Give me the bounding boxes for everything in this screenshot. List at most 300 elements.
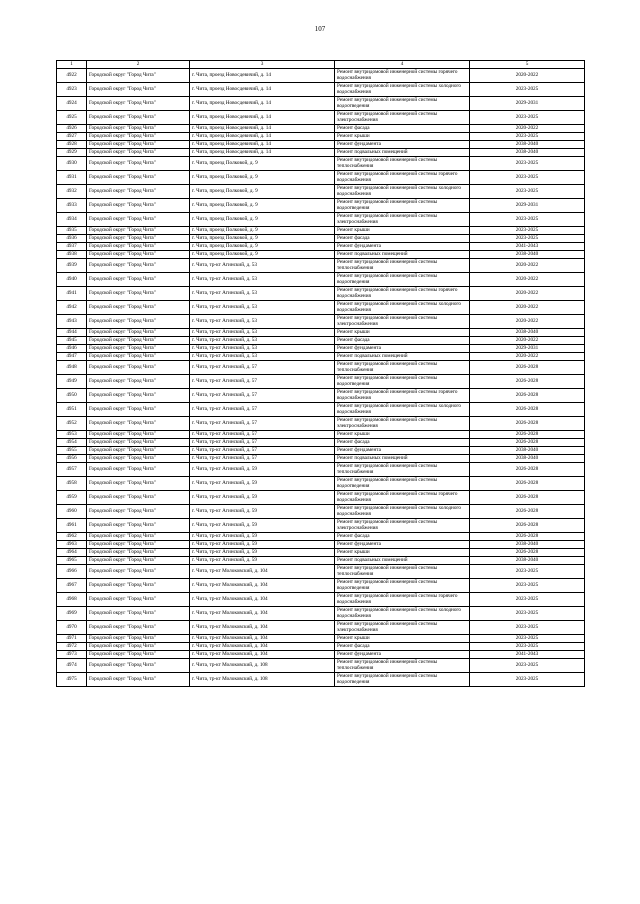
row-number-cell: 4954 (57, 439, 87, 447)
work-type-cell: Ремонт внутридомовой инженерной системы водоотведения (335, 199, 470, 213)
period-cell: 2020-2022 (470, 315, 585, 329)
address-cell: г. Чита, тр-кт Агинский, д. 53 (190, 301, 335, 315)
row-number-cell: 4962 (57, 533, 87, 541)
address-cell: г. Чита, проезд Новосдевичий, д. 14 (190, 133, 335, 141)
work-type-cell: Ремонт внутридомовой инженерной системы водоотведения (335, 375, 470, 389)
period-cell: 2020-2022 (470, 273, 585, 287)
municipality-cell: Городской округ "Город Чита" (87, 635, 190, 643)
address-cell: г. Чита, проезд Полковой, д. 9 (190, 227, 335, 235)
address-cell: г. Чита, тр-кт Агинский, д. 59 (190, 519, 335, 533)
period-cell: 2020-2022 (470, 259, 585, 273)
row-number-cell: 4951 (57, 403, 87, 417)
address-cell: г. Чита, тр-кт Агинский, д. 57 (190, 431, 335, 439)
address-cell: г. Чита, проезд Новосдевичий, д. 14 (190, 69, 335, 83)
municipality-cell: Городской округ "Город Чита" (87, 533, 190, 541)
address-cell: г. Чита, тр-кт Агинский, д. 59 (190, 491, 335, 505)
row-number-cell: 4974 (57, 659, 87, 673)
municipality-cell: Городской округ "Город Чита" (87, 83, 190, 97)
row-number-cell: 4966 (57, 565, 87, 579)
row-number-cell: 4950 (57, 389, 87, 403)
row-number-cell: 4946 (57, 345, 87, 353)
period-cell: 2023-2025 (470, 579, 585, 593)
work-type-cell: Ремонт внутридомовой инженерной системы электроснабжения (335, 111, 470, 125)
work-type-cell: Ремонт внутридомовой инженерной системы горячего водоснабжения (335, 593, 470, 607)
period-cell: 2026-2028 (470, 439, 585, 447)
municipality-cell: Городской округ "Город Чита" (87, 439, 190, 447)
work-type-cell: Ремонт внутридомовой инженерной системы электроснабжения (335, 213, 470, 227)
row-number-cell: 4942 (57, 301, 87, 315)
municipality-cell: Городской округ "Город Чита" (87, 519, 190, 533)
municipality-cell: Городской округ "Город Чита" (87, 353, 190, 361)
municipality-cell: Городской округ "Город Чита" (87, 579, 190, 593)
municipality-cell: Городской округ "Город Чита" (87, 659, 190, 673)
row-number-cell: 4957 (57, 463, 87, 477)
period-cell: 2026-2028 (470, 519, 585, 533)
row-number-cell: 4953 (57, 431, 87, 439)
work-type-cell: Ремонт внутридомовой инженерной системы теплоснабжения (335, 259, 470, 273)
municipality-cell: Городской округ "Город Чита" (87, 375, 190, 389)
address-cell: г. Чита, проезд Полковой, д. 9 (190, 213, 335, 227)
row-number-cell: 4922 (57, 69, 87, 83)
work-type-cell: Ремонт внутридомовой инженерной системы водоотведения (335, 273, 470, 287)
address-cell: г. Чита, тр-кт Агинский, д. 53 (190, 259, 335, 273)
period-cell: 2020-2022 (470, 287, 585, 301)
row-number-cell: 4971 (57, 635, 87, 643)
table-row (57, 301, 585, 315)
work-type-cell: Ремонт внутридомовой инженерной системы холодного водоснабжения (335, 83, 470, 97)
address-cell: г. Чита, тр-кт Молоковский, д. 104 (190, 643, 335, 651)
table-row (57, 455, 585, 463)
row-number-cell: 4928 (57, 141, 87, 149)
table-row (57, 83, 585, 97)
municipality-cell: Городской округ "Город Чита" (87, 621, 190, 635)
work-type-cell: Ремонт внутридомовой инженерной системы горячего водоснабжения (335, 287, 470, 301)
address-cell: г. Чита, тр-кт Агинский, д. 59 (190, 557, 335, 565)
period-cell: 2029-2031 (470, 345, 585, 353)
work-type-cell: Ремонт внутридомовой инженерной системы горячего водоснабжения (335, 171, 470, 185)
table-row (57, 607, 585, 621)
work-type-cell: Ремонт подвальных помещений (335, 455, 470, 463)
table-row (57, 491, 585, 505)
work-type-cell: Ремонт внутридомовой инженерной системы теплоснабжения (335, 361, 470, 375)
work-type-cell: Ремонт внутридомовой инженерной системы теплоснабжения (335, 659, 470, 673)
table-row (57, 659, 585, 673)
address-cell: г. Чита, тр-кт Агинский, д. 53 (190, 353, 335, 361)
row-number-cell: 4967 (57, 579, 87, 593)
municipality-cell: Городской округ "Город Чита" (87, 157, 190, 171)
row-number-cell: 4959 (57, 491, 87, 505)
period-cell: 2023-2025 (470, 235, 585, 243)
municipality-cell: Городской округ "Город Чита" (87, 185, 190, 199)
period-cell: 2026-2028 (470, 375, 585, 389)
municipality-cell: Городской округ "Город Чита" (87, 541, 190, 549)
period-cell: 2026-2028 (470, 549, 585, 557)
period-cell: 2023-2025 (470, 227, 585, 235)
period-cell: 2041-2043 (470, 651, 585, 659)
row-number-cell: 4929 (57, 149, 87, 157)
table-row (57, 635, 585, 643)
column-header-municipality: 2 (87, 61, 190, 69)
work-type-cell: Ремонт подвальных помещений (335, 557, 470, 565)
period-cell: 2020-2022 (470, 125, 585, 133)
work-type-cell: Ремонт подвальных помещений (335, 353, 470, 361)
table-row (57, 133, 585, 141)
period-cell: 2023-2025 (470, 157, 585, 171)
municipality-cell: Городской округ "Город Чита" (87, 149, 190, 157)
row-number-cell: 4938 (57, 251, 87, 259)
table-row (57, 315, 585, 329)
period-cell: 2038-2040 (470, 541, 585, 549)
work-type-cell: Ремонт подвальных помещений (335, 149, 470, 157)
row-number-cell: 4963 (57, 541, 87, 549)
municipality-cell: Городской округ "Город Чита" (87, 593, 190, 607)
address-cell: г. Чита, тр-кт Агинский, д. 53 (190, 329, 335, 337)
address-cell: г. Чита, проезд Новосдевичий, д. 14 (190, 83, 335, 97)
work-type-cell: Ремонт фасада (335, 125, 470, 133)
period-cell: 2026-2028 (470, 431, 585, 439)
municipality-cell: Городской округ "Город Чита" (87, 673, 190, 687)
address-cell: г. Чита, тр-кт Агинский, д. 59 (190, 505, 335, 519)
municipality-cell: Городской округ "Город Чита" (87, 273, 190, 287)
period-cell: 2023-2025 (470, 171, 585, 185)
table-row (57, 593, 585, 607)
work-type-cell: Ремонт фундамента (335, 345, 470, 353)
row-number-cell: 4934 (57, 213, 87, 227)
period-cell: 2029-2031 (470, 199, 585, 213)
work-type-cell: Ремонт внутридомовой инженерной системы электроснабжения (335, 315, 470, 329)
address-cell: г. Чита, проезд Новосдевичий, д. 14 (190, 125, 335, 133)
row-number-cell: 4968 (57, 593, 87, 607)
work-type-cell: Ремонт внутридомовой инженерной системы холодного водоснабжения (335, 301, 470, 315)
table-row (57, 259, 585, 273)
table-row (57, 243, 585, 251)
table-row (57, 111, 585, 125)
municipality-cell: Городской округ "Город Чита" (87, 505, 190, 519)
period-cell: 2023-2025 (470, 565, 585, 579)
municipality-cell: Городской округ "Город Чита" (87, 337, 190, 345)
municipality-cell: Городской округ "Город Чита" (87, 643, 190, 651)
municipality-cell: Городской округ "Город Чита" (87, 417, 190, 431)
period-cell: 2038-2040 (470, 141, 585, 149)
municipality-cell: Городской округ "Город Чита" (87, 133, 190, 141)
period-cell: 2023-2025 (470, 659, 585, 673)
municipality-cell: Городской округ "Город Чита" (87, 651, 190, 659)
address-cell: г. Чита, проезд Новосдевичий, д. 14 (190, 141, 335, 149)
table-row (57, 439, 585, 447)
table-row (57, 557, 585, 565)
row-number-cell: 4975 (57, 673, 87, 687)
municipality-cell: Городской округ "Город Чита" (87, 69, 190, 83)
municipality-cell: Городской округ "Город Чита" (87, 549, 190, 557)
address-cell: г. Чита, проезд Полковой, д. 9 (190, 185, 335, 199)
address-cell: г. Чита, тр-кт Молоковский, д. 104 (190, 651, 335, 659)
row-number-cell: 4964 (57, 549, 87, 557)
work-type-cell: Ремонт внутридомовой инженерной системы теплоснабжения (335, 157, 470, 171)
work-type-cell: Ремонт фасада (335, 235, 470, 243)
work-type-cell: Ремонт внутридомовой инженерной системы электроснабжения (335, 417, 470, 431)
row-number-cell: 4940 (57, 273, 87, 287)
table-row (57, 157, 585, 171)
period-cell: 2023-2025 (470, 185, 585, 199)
address-cell: г. Чита, тр-кт Молоковский, д. 104 (190, 565, 335, 579)
period-cell: 2026-2028 (470, 477, 585, 491)
table-row (57, 353, 585, 361)
work-type-cell: Ремонт фундамента (335, 447, 470, 455)
row-number-cell: 4936 (57, 235, 87, 243)
period-cell: 2020-2022 (470, 353, 585, 361)
table-row (57, 69, 585, 83)
address-cell: г. Чита, тр-кт Агинский, д. 59 (190, 541, 335, 549)
table-row (57, 431, 585, 439)
table-row (57, 403, 585, 417)
municipality-cell: Городской округ "Город Чита" (87, 171, 190, 185)
period-cell: 2020-2022 (470, 337, 585, 345)
municipality-cell: Городской округ "Город Чита" (87, 301, 190, 315)
municipality-cell: Городской округ "Город Чита" (87, 361, 190, 375)
row-number-cell: 4925 (57, 111, 87, 125)
address-cell: г. Чита, тр-кт Молоковский, д. 108 (190, 659, 335, 673)
work-type-cell: Ремонт внутридомовой инженерной системы теплоснабжения (335, 565, 470, 579)
work-type-cell: Ремонт внутридомовой инженерной системы электроснабжения (335, 519, 470, 533)
row-number-cell: 4931 (57, 171, 87, 185)
municipality-cell: Городской округ "Город Чита" (87, 97, 190, 111)
period-cell: 2020-2022 (470, 69, 585, 83)
row-number-cell: 4927 (57, 133, 87, 141)
municipality-cell: Городской округ "Город Чита" (87, 259, 190, 273)
work-type-cell: Ремонт внутридомовой инженерной системы водоотведения (335, 477, 470, 491)
period-cell: 2038-2040 (470, 329, 585, 337)
table-row (57, 361, 585, 375)
column-header-number: 1 (57, 61, 87, 69)
address-cell: г. Чита, тр-кт Молоковский, д. 104 (190, 579, 335, 593)
table-row (57, 673, 585, 687)
table-row (57, 227, 585, 235)
row-number-cell: 4961 (57, 519, 87, 533)
work-type-cell: Ремонт внутридомовой инженерной системы горячего водоснабжения (335, 491, 470, 505)
address-cell: г. Чита, тр-кт Агинский, д. 57 (190, 403, 335, 417)
table-header (57, 61, 585, 69)
address-cell: г. Чита, проезд Полковой, д. 9 (190, 157, 335, 171)
municipality-cell: Городской округ "Город Чита" (87, 315, 190, 329)
period-cell: 2020-2022 (470, 301, 585, 315)
work-type-cell: Ремонт внутридомовой инженерной системы холодного водоснабжения (335, 607, 470, 621)
municipality-cell: Городской округ "Город Чита" (87, 491, 190, 505)
column-header-address: 3 (190, 61, 335, 69)
row-number-cell: 4948 (57, 361, 87, 375)
municipality-cell: Городской округ "Город Чита" (87, 557, 190, 565)
period-cell: 2026-2028 (470, 417, 585, 431)
address-cell: г. Чита, тр-кт Агинский, д. 59 (190, 463, 335, 477)
period-cell: 2041-2043 (470, 243, 585, 251)
table-row (57, 329, 585, 337)
table-row (57, 463, 585, 477)
municipality-cell: Городской округ "Город Чита" (87, 345, 190, 353)
row-number-cell: 4965 (57, 557, 87, 565)
table-row (57, 643, 585, 651)
period-cell: 2023-2025 (470, 673, 585, 687)
table-row (57, 171, 585, 185)
table-row (57, 565, 585, 579)
address-cell: г. Чита, проезд Полковой, д. 9 (190, 251, 335, 259)
municipality-cell: Городской округ "Город Чита" (87, 141, 190, 149)
address-cell: г. Чита, тр-кт Агинский, д. 53 (190, 273, 335, 287)
work-type-cell: Ремонт внутридомовой инженерной системы холодного водоснабжения (335, 505, 470, 519)
work-type-cell: Ремонт внутридомовой инженерной системы горячего водоснабжения (335, 389, 470, 403)
work-type-cell: Ремонт внутридомовой инженерной системы холодного водоснабжения (335, 403, 470, 417)
work-type-cell: Ремонт крыши (335, 227, 470, 235)
period-cell: 2023-2025 (470, 83, 585, 97)
table-row (57, 185, 585, 199)
period-cell: 2038-2040 (470, 149, 585, 157)
address-cell: г. Чита, тр-кт Молоковский, д. 108 (190, 673, 335, 687)
municipality-cell: Городской округ "Город Чита" (87, 235, 190, 243)
row-number-cell: 4969 (57, 607, 87, 621)
work-type-cell: Ремонт подвальных помещений (335, 251, 470, 259)
municipality-cell: Городской округ "Город Чита" (87, 199, 190, 213)
period-cell: 2038-2040 (470, 251, 585, 259)
table-row (57, 533, 585, 541)
row-number-cell: 4932 (57, 185, 87, 199)
row-number-cell: 4930 (57, 157, 87, 171)
table-row (57, 375, 585, 389)
row-number-cell: 4939 (57, 259, 87, 273)
row-number-cell: 4943 (57, 315, 87, 329)
period-cell: 2023-2025 (470, 635, 585, 643)
table-row (57, 519, 585, 533)
period-cell: 2038-2040 (470, 557, 585, 565)
period-cell: 2023-2025 (470, 607, 585, 621)
address-cell: г. Чита, проезд Новосдевичий, д. 14 (190, 97, 335, 111)
address-cell: г. Чита, тр-кт Агинский, д. 53 (190, 315, 335, 329)
municipality-cell: Городской округ "Город Чита" (87, 213, 190, 227)
period-cell: 2026-2028 (470, 403, 585, 417)
address-cell: г. Чита, тр-кт Молоковский, д. 104 (190, 635, 335, 643)
column-header-period: 5 (470, 61, 585, 69)
row-number-cell: 4944 (57, 329, 87, 337)
municipality-cell: Городской округ "Город Чита" (87, 463, 190, 477)
municipality-cell: Городской округ "Город Чита" (87, 243, 190, 251)
address-cell: г. Чита, проезд Полковой, д. 9 (190, 199, 335, 213)
table-row (57, 447, 585, 455)
table-row (57, 235, 585, 243)
table-row (57, 287, 585, 301)
address-cell: г. Чита, тр-кт Агинский, д. 57 (190, 389, 335, 403)
address-cell: г. Чита, тр-кт Молоковский, д. 104 (190, 593, 335, 607)
municipality-cell: Городской округ "Город Чита" (87, 227, 190, 235)
repair-schedule-table (56, 60, 585, 687)
address-cell: г. Чита, тр-кт Агинский, д. 53 (190, 337, 335, 345)
municipality-cell: Городской округ "Город Чита" (87, 251, 190, 259)
address-cell: г. Чита, тр-кт Агинский, д. 57 (190, 361, 335, 375)
period-cell: 2023-2025 (470, 213, 585, 227)
period-cell: 2023-2025 (470, 643, 585, 651)
work-type-cell: Ремонт крыши (335, 431, 470, 439)
work-type-cell: Ремонт внутридомовой инженерной системы электроснабжения (335, 621, 470, 635)
work-type-cell: Ремонт фасада (335, 337, 470, 345)
work-type-cell: Ремонт крыши (335, 549, 470, 557)
work-type-cell: Ремонт фундамента (335, 243, 470, 251)
address-cell: г. Чита, проезд Полковой, д. 9 (190, 235, 335, 243)
work-type-cell: Ремонт внутридомовой инженерной системы холодного водоснабжения (335, 185, 470, 199)
page-number: 107 (314, 25, 326, 33)
address-cell: г. Чита, тр-кт Агинский, д. 59 (190, 549, 335, 557)
municipality-cell: Городской округ "Город Чита" (87, 565, 190, 579)
row-number-cell: 4952 (57, 417, 87, 431)
address-cell: г. Чита, тр-кт Агинский, д. 57 (190, 375, 335, 389)
period-cell: 2023-2025 (470, 111, 585, 125)
row-number-cell: 4970 (57, 621, 87, 635)
table-row (57, 97, 585, 111)
address-cell: г. Чита, тр-кт Агинский, д. 53 (190, 345, 335, 353)
work-type-cell: Ремонт фундамента (335, 141, 470, 149)
table-row (57, 505, 585, 519)
municipality-cell: Городской округ "Город Чита" (87, 607, 190, 621)
work-type-cell: Ремонт внутридомовой инженерной системы водоотведения (335, 97, 470, 111)
row-number-cell: 4956 (57, 455, 87, 463)
address-cell: г. Чита, проезд Полковой, д. 9 (190, 171, 335, 185)
municipality-cell: Городской округ "Город Чита" (87, 329, 190, 337)
period-cell: 2029-2031 (470, 97, 585, 111)
municipality-cell: Городской округ "Город Чита" (87, 287, 190, 301)
address-cell: г. Чита, тр-кт Агинский, д. 57 (190, 447, 335, 455)
municipality-cell: Городской округ "Город Чита" (87, 389, 190, 403)
work-type-cell: Ремонт крыши (335, 329, 470, 337)
work-type-cell: Ремонт крыши (335, 635, 470, 643)
table-row (57, 345, 585, 353)
row-number-cell: 4935 (57, 227, 87, 235)
table-row (57, 125, 585, 133)
municipality-cell: Городской округ "Город Чита" (87, 477, 190, 491)
address-cell: г. Чита, тр-кт Агинский, д. 59 (190, 477, 335, 491)
address-cell: г. Чита, тр-кт Агинский, д. 57 (190, 455, 335, 463)
municipality-cell: Городской округ "Город Чита" (87, 455, 190, 463)
work-type-cell: Ремонт фундамента (335, 651, 470, 659)
address-cell: г. Чита, тр-кт Молоковский, д. 104 (190, 607, 335, 621)
table-row (57, 417, 585, 431)
column-header-work-type: 4 (335, 61, 470, 69)
table-row (57, 621, 585, 635)
work-type-cell: Ремонт фундамента (335, 541, 470, 549)
work-type-cell: Ремонт крыши (335, 133, 470, 141)
row-number-cell: 4972 (57, 643, 87, 651)
row-number-cell: 4973 (57, 651, 87, 659)
address-cell: г. Чита, проезд Новосдевичий, д. 14 (190, 111, 335, 125)
table-row (57, 213, 585, 227)
row-number-cell: 4945 (57, 337, 87, 345)
row-number-cell: 4937 (57, 243, 87, 251)
period-cell: 2026-2028 (470, 463, 585, 477)
period-cell: 2026-2028 (470, 361, 585, 375)
work-type-cell: Ремонт внутридомовой инженерной системы горячего водоснабжения (335, 69, 470, 83)
row-number-cell: 4949 (57, 375, 87, 389)
address-cell: г. Чита, тр-кт Агинский, д. 57 (190, 439, 335, 447)
address-cell: г. Чита, тр-кт Агинский, д. 53 (190, 287, 335, 301)
period-cell: 2026-2028 (470, 491, 585, 505)
table-row (57, 337, 585, 345)
period-cell: 2023-2025 (470, 133, 585, 141)
period-cell: 2026-2028 (470, 533, 585, 541)
row-number-cell: 4923 (57, 83, 87, 97)
work-type-cell: Ремонт фасада (335, 533, 470, 541)
address-cell: г. Чита, проезд Новосдевичий, д. 14 (190, 149, 335, 157)
address-cell: г. Чита, тр-кт Агинский, д. 59 (190, 533, 335, 541)
table-row (57, 141, 585, 149)
row-number-cell: 4941 (57, 287, 87, 301)
table-body (57, 69, 585, 687)
header-row (57, 61, 585, 69)
period-cell: 2038-2040 (470, 455, 585, 463)
row-number-cell: 4924 (57, 97, 87, 111)
